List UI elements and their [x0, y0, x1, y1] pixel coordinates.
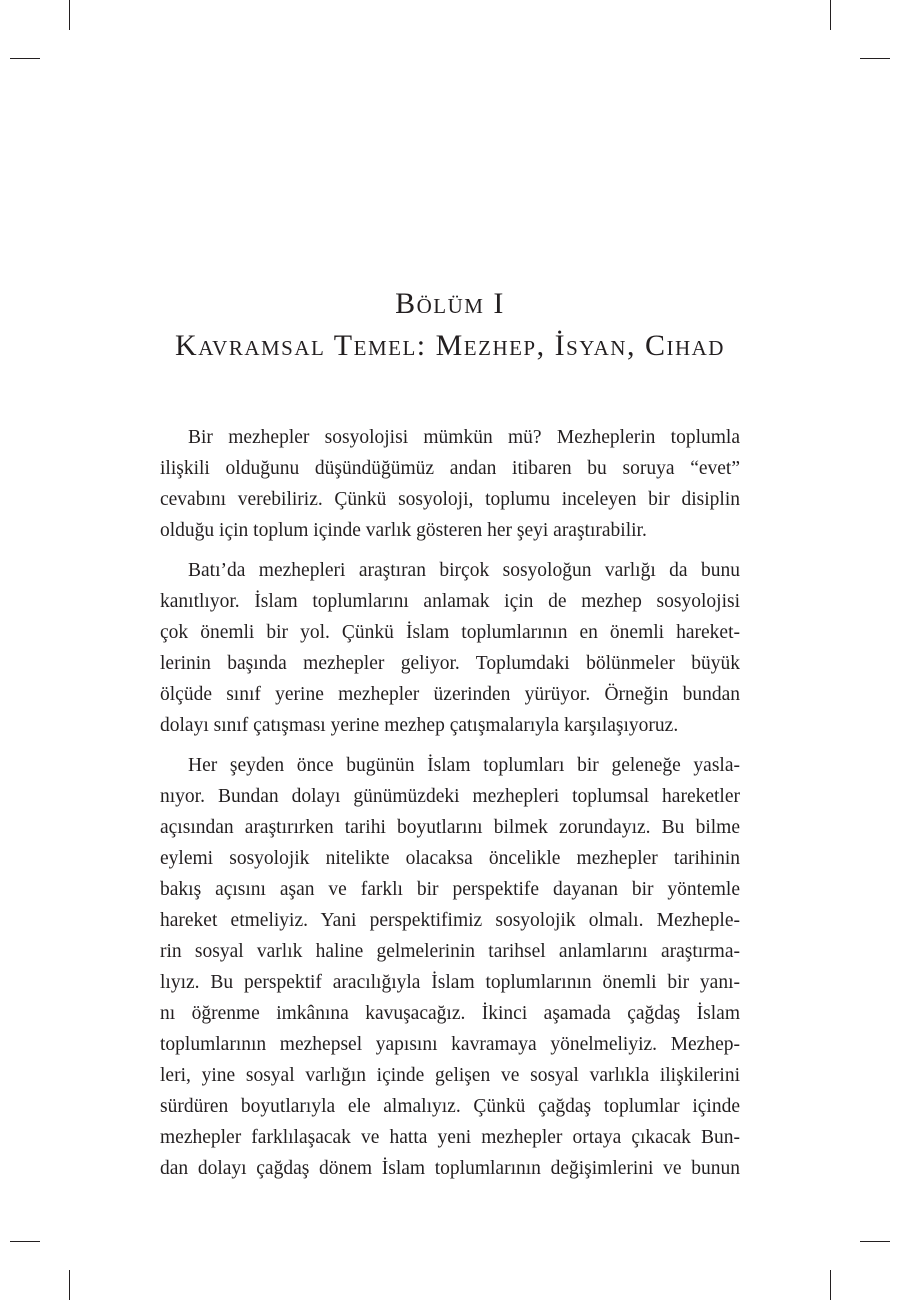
crop-mark-top-left — [69, 0, 70, 30]
chapter-title: Kavramsal Temel: Mezhep, İsyan, Cihad — [175, 329, 725, 362]
text-line: cevabını verebiliriz. Çünkü sosyoloji, toplumu inceleyen bir disiplin — [160, 489, 740, 510]
paragraph-1 — [160, 422, 740, 546]
paragraph-2 — [160, 555, 740, 741]
chapter-number: Bölüm I — [395, 287, 505, 320]
body-text — [160, 422, 740, 1184]
paragraph-3 — [160, 750, 740, 1184]
crop-mark-top-right — [830, 0, 831, 30]
text-line: Her şeyden önce bugünün İslam toplumları bir geleneğe yasla- — [188, 755, 740, 776]
crop-mark-bottom-left — [69, 1270, 70, 1300]
crop-mark-right-top — [860, 58, 890, 59]
crop-mark-bottom-right — [830, 1270, 831, 1300]
text-line: rin sosyal varlık haline gelmelerinin tarihsel anlamlarını araştırma- — [160, 941, 740, 962]
text-line: sürdüren boyutlarıyla ele almalıyız. Çünkü çağdaş toplumlar içinde — [160, 1096, 740, 1117]
text-line: lıyız. Bu perspektif aracılığıyla İslam toplumlarının önemli bir yanı- — [160, 972, 740, 993]
text-line: toplumlarının mezhepsel yapısını kavramaya yönelmeliyiz. Mezhep- — [160, 1034, 740, 1055]
crop-mark-right-bottom — [860, 1241, 890, 1242]
text-line: nı öğrenme imkânına kavuşacağız. İkinci aşamada çağdaş İslam — [160, 1003, 740, 1024]
text-line: hareket etmeliyiz. Yani perspektifimiz sosyolojik olmalı. Mezheple- — [160, 910, 740, 931]
crop-mark-left-bottom — [10, 1241, 40, 1242]
text-line: mezhepler farklılaşacak ve hatta yeni mezhepler ortaya çıkacak Bun- — [160, 1127, 740, 1148]
text-line: açısından araştırırken tarihi boyutlarını bilmek zorundayız. Bu bilme — [160, 817, 740, 838]
text-line: dan dolayı çağdaş dönem İslam toplumlarının değişimlerini ve bunun — [160, 1158, 740, 1179]
text-line: nıyor. Bundan dolayı günümüzdeki mezhepleri toplumsal hareketler — [160, 786, 740, 807]
text-line: çok önemli bir yol. Çünkü İslam toplumlarının en önemli hareket- — [160, 622, 740, 643]
text-line: ilişkili olduğunu düşündüğümüz andan itibaren bu soruya “evet” — [160, 458, 740, 479]
text-line: leri, yine sosyal varlığın içinde gelişen ve sosyal varlıkla ilişkilerini — [160, 1065, 740, 1086]
text-line: dolayı sınıf çatışması yerine mezhep çatışmalarıyla karşılaşıyoruz. — [160, 715, 679, 736]
text-line: olduğu için toplum içinde varlık gösteren her şeyi araştırabilir. — [160, 520, 647, 541]
text-line: Bir mezhepler sosyolojisi mümkün mü? Mezheplerin toplumla — [188, 427, 740, 448]
text-line: ölçüde sınıf yerine mezhepler üzerinden yürüyor. Örneğin bundan — [160, 684, 740, 705]
crop-mark-left-top — [10, 58, 40, 59]
text-line: Batı’da mezhepleri araştıran birçok sosyoloğun varlığı da bunu — [188, 560, 740, 581]
text-line: lerinin başında mezhepler geliyor. Toplumdaki bölünmeler büyük — [160, 653, 740, 674]
text-line: bakış açısını aşan ve farklı bir perspektife dayanan bir yöntemle — [160, 879, 740, 900]
text-line: eylemi sosyolojik nitelikte olacaksa öncelikle mezhepler tarihinin — [160, 848, 740, 869]
text-line: kanıtlıyor. İslam toplumlarını anlamak için de mezhep sosyolojisi — [160, 591, 740, 612]
